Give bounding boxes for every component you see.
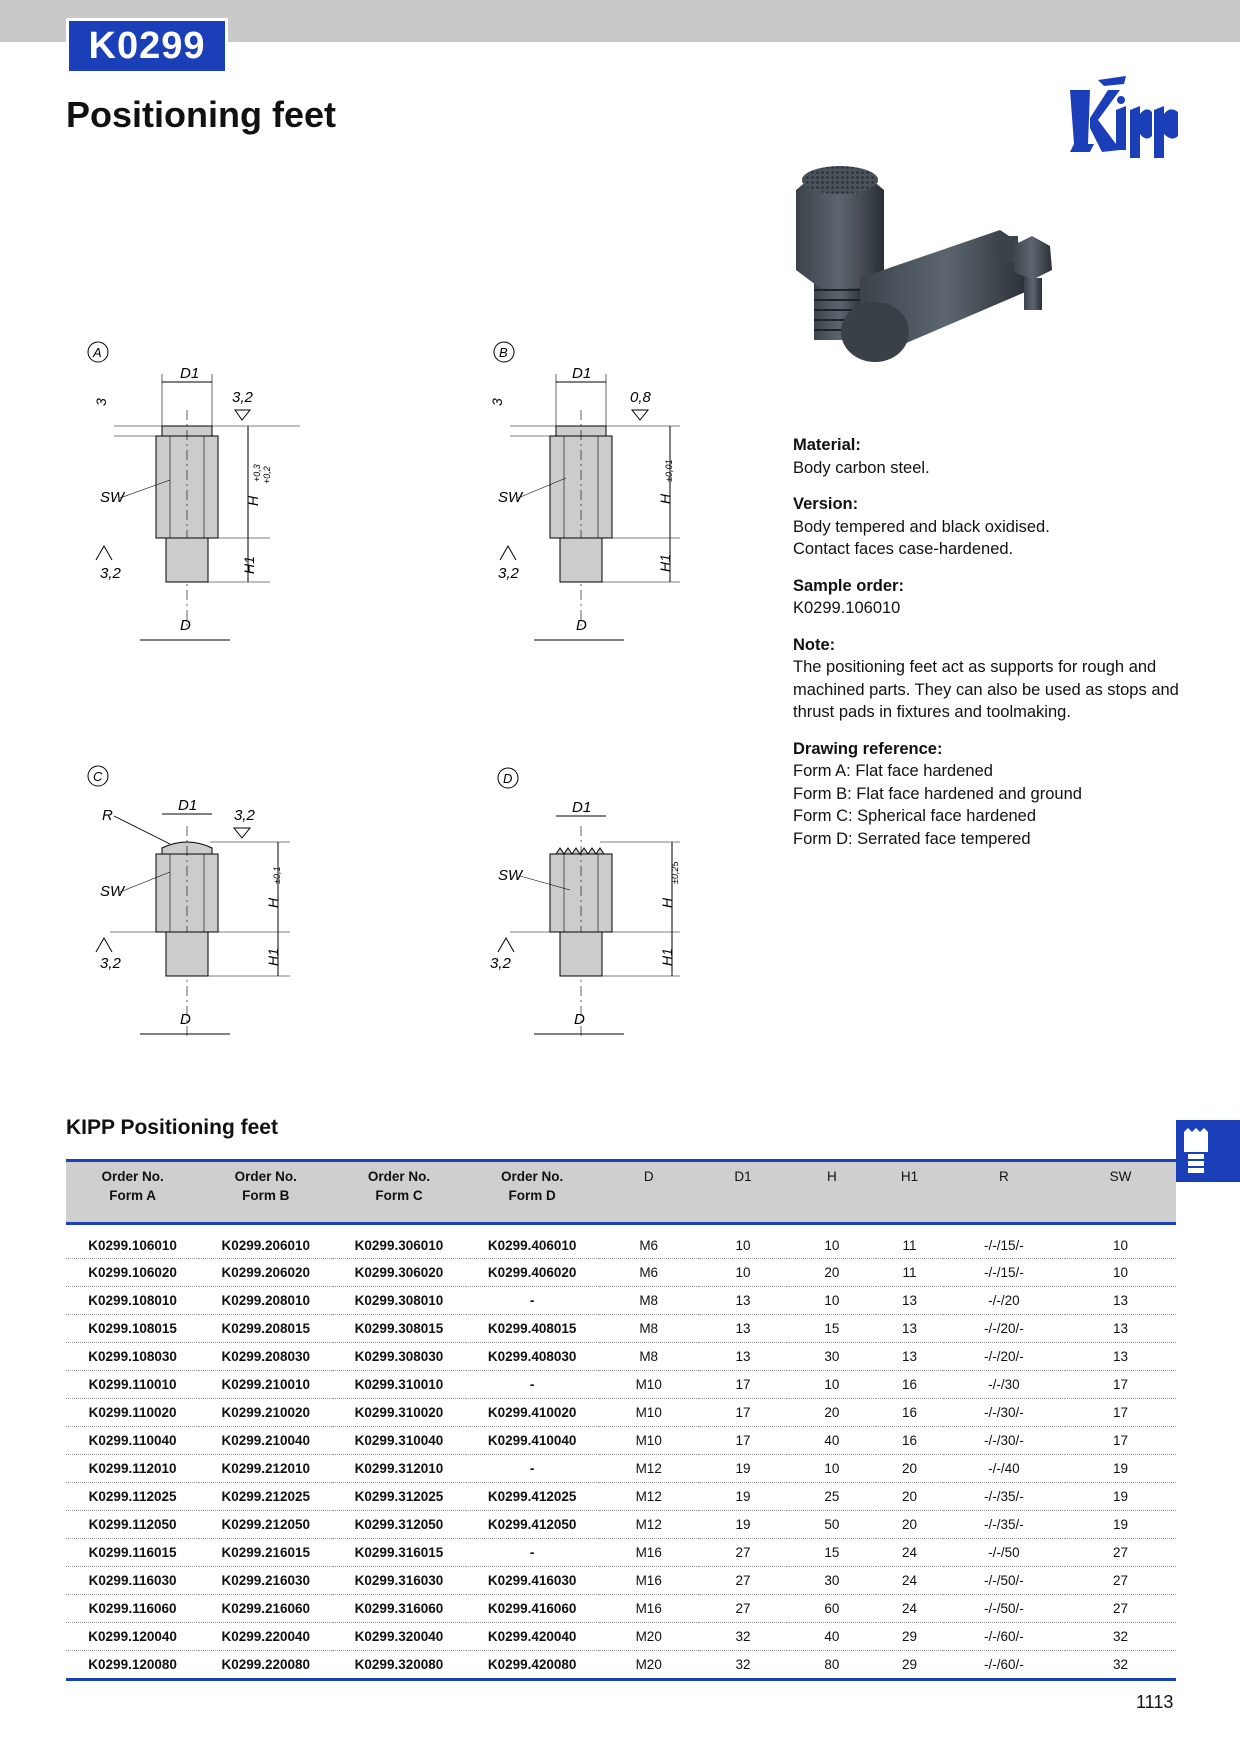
table-cell: K0299.210040: [199, 1427, 332, 1455]
sample-text: K0299.106010: [793, 599, 901, 617]
table-cell: 27: [1065, 1539, 1176, 1567]
table-cell: K0299.116015: [66, 1539, 199, 1567]
d-label: D: [180, 617, 191, 634]
height-label: H: [659, 897, 675, 908]
table-cell: 19: [1065, 1483, 1176, 1511]
table-title: KIPP Positioning feet: [66, 1116, 278, 1139]
table-row: [66, 1399, 1176, 1427]
table-cell: K0299.320080: [332, 1651, 465, 1680]
table-cell: M12: [599, 1511, 699, 1539]
table-cell: M12: [599, 1455, 699, 1483]
table-cell: 17: [699, 1371, 788, 1399]
table-cell: 13: [876, 1287, 943, 1315]
height-label: H: [657, 493, 673, 504]
table-cell: 27: [1065, 1595, 1176, 1623]
table-cell: M8: [599, 1343, 699, 1371]
column-header-line: Form D: [508, 1188, 556, 1203]
table-row: [66, 1343, 1176, 1371]
table-cell: 17: [1065, 1399, 1176, 1427]
table-cell: 80: [787, 1651, 876, 1680]
d1-label: D1: [572, 365, 592, 382]
table-cell: K0299.106020: [66, 1259, 199, 1287]
version-heading: Version:: [793, 495, 859, 513]
material-text: Body carbon steel.: [793, 458, 930, 477]
table-row: [66, 1539, 1176, 1567]
table-cell: 10: [787, 1371, 876, 1399]
table-cell: K0299.216060: [199, 1595, 332, 1623]
table-row: [66, 1567, 1176, 1595]
table-cell: M16: [599, 1539, 699, 1567]
column-header: [466, 1161, 599, 1224]
table-cell: K0299.208015: [199, 1315, 332, 1343]
h1-label: H1: [241, 556, 257, 574]
table-cell: 13: [699, 1315, 788, 1343]
page-number: 1113: [1136, 1692, 1174, 1712]
parts-table: [66, 1159, 1176, 1681]
top-dim: 3: [93, 398, 109, 406]
sw-label: SW: [100, 489, 125, 506]
table-cell: -/-/35/-: [943, 1483, 1065, 1511]
table-cell: 10: [787, 1224, 876, 1259]
table-cell: 27: [699, 1567, 788, 1595]
table-cell: 29: [876, 1651, 943, 1680]
table-cell: -: [466, 1539, 599, 1567]
table-row: [66, 1259, 1176, 1287]
drawing-ref-c: Form C: Spherical face hardened: [793, 807, 1037, 825]
table-cell: K0299.116030: [66, 1567, 199, 1595]
sw-label: SW: [498, 867, 523, 884]
table-cell: 10: [699, 1259, 788, 1287]
drawing-ref-b: Form B: Flat face hardened and ground: [793, 784, 1082, 803]
table-cell: M16: [599, 1595, 699, 1623]
table-row: [66, 1371, 1176, 1399]
note-heading: Note:: [793, 635, 836, 654]
table-cell: 30: [787, 1343, 876, 1371]
table-cell: 32: [699, 1651, 788, 1680]
table-cell: 17: [699, 1427, 788, 1455]
sw-label: SW: [498, 489, 523, 506]
column-header-line: H: [826, 1169, 837, 1184]
table-cell: K0299.316060: [332, 1595, 465, 1623]
table-cell: K0299.308010: [332, 1287, 465, 1315]
table-cell: K0299.110040: [66, 1427, 199, 1455]
table-cell: K0299.216030: [199, 1567, 332, 1595]
table-cell: -/-/50/-: [943, 1595, 1065, 1623]
note-text: The positioning feet act as supports for rough and machined parts. They can also be used as stops and thrust pads in fixtures and toolmaking.: [793, 658, 1179, 721]
table-cell: 13: [1065, 1315, 1176, 1343]
sample-heading: Sample order:: [793, 576, 904, 595]
column-header: [599, 1161, 699, 1224]
column-header-line: Order No.: [501, 1169, 564, 1184]
table-row: [66, 1651, 1176, 1680]
table-cell: K0299.416030: [466, 1567, 599, 1595]
column-header-line: D: [643, 1169, 654, 1184]
table-cell: -/-/30/-: [943, 1399, 1065, 1427]
table-cell: K0299.320040: [332, 1623, 465, 1651]
table-cell: 13: [699, 1287, 788, 1315]
table-cell: K0299.316030: [332, 1567, 465, 1595]
column-header-line: Order No.: [234, 1169, 297, 1184]
table-cell: K0299.108010: [66, 1287, 199, 1315]
table-cell: 10: [1065, 1259, 1176, 1287]
table-cell: 30: [787, 1567, 876, 1595]
table-cell: -/-/60/-: [943, 1651, 1065, 1680]
table-cell: M10: [599, 1427, 699, 1455]
table-cell: -/-/15/-: [943, 1224, 1065, 1259]
table-cell: K0299.120040: [66, 1623, 199, 1651]
product-photo: [780, 160, 1080, 410]
drawing-form-b: [470, 330, 700, 650]
surface-top: 0,8: [630, 389, 651, 406]
column-header-line: Form A: [109, 1188, 156, 1203]
height-label: H: [265, 897, 281, 908]
table-row: [66, 1287, 1176, 1315]
table-cell: K0299.306010: [332, 1224, 465, 1259]
table-cell: 16: [876, 1427, 943, 1455]
table-cell: 16: [876, 1371, 943, 1399]
table-cell: K0299.420080: [466, 1651, 599, 1680]
version-text-2: Contact faces case-hardened.: [793, 540, 1014, 558]
table-cell: -/-/30/-: [943, 1427, 1065, 1455]
table-cell: K0299.410020: [466, 1399, 599, 1427]
table-cell: 32: [699, 1623, 788, 1651]
table-cell: -: [466, 1455, 599, 1483]
table-cell: K0299.106010: [66, 1224, 199, 1259]
table-cell: 25: [787, 1483, 876, 1511]
table-cell: 15: [787, 1315, 876, 1343]
surface-side: 3,2: [100, 955, 121, 972]
table-cell: K0299.220080: [199, 1651, 332, 1680]
sw-label: SW: [100, 883, 125, 900]
column-header-line: D1: [734, 1169, 752, 1184]
table-row: [66, 1224, 1176, 1259]
table-cell: 20: [876, 1483, 943, 1511]
table-cell: K0299.206020: [199, 1259, 332, 1287]
column-header: [876, 1161, 943, 1224]
column-header-line: Form B: [242, 1188, 290, 1203]
table-cell: K0299.212050: [199, 1511, 332, 1539]
table-cell: K0299.310020: [332, 1399, 465, 1427]
table-row: [66, 1511, 1176, 1539]
table-cell: 11: [876, 1224, 943, 1259]
table-cell: -: [466, 1371, 599, 1399]
d-label: D: [576, 617, 587, 634]
table-cell: K0299.408030: [466, 1343, 599, 1371]
table-cell: K0299.316015: [332, 1539, 465, 1567]
table-cell: 13: [876, 1315, 943, 1343]
table-cell: -/-/20/-: [943, 1343, 1065, 1371]
table-row: [66, 1623, 1176, 1651]
product-info: [793, 434, 1183, 864]
table-cell: K0299.110020: [66, 1399, 199, 1427]
category-tab: [1176, 1120, 1240, 1182]
column-header-line: SW: [1109, 1169, 1132, 1184]
column-header: [1065, 1161, 1176, 1224]
column-header-line: Form C: [375, 1188, 423, 1203]
table-cell: 60: [787, 1595, 876, 1623]
surface-top: 3,2: [232, 389, 253, 406]
column-header-line: R: [999, 1169, 1009, 1184]
table-cell: K0299.308015: [332, 1315, 465, 1343]
table-cell: -/-/50: [943, 1539, 1065, 1567]
table-cell: 19: [699, 1455, 788, 1483]
table-cell: K0299.110010: [66, 1371, 199, 1399]
table-cell: K0299.312025: [332, 1483, 465, 1511]
table-cell: -/-/50/-: [943, 1567, 1065, 1595]
table-cell: K0299.112050: [66, 1511, 199, 1539]
table-cell: M10: [599, 1399, 699, 1427]
table-cell: K0299.208010: [199, 1287, 332, 1315]
table-cell: K0299.108030: [66, 1343, 199, 1371]
tol-label: ±0,1: [272, 866, 282, 884]
column-header-line: H1: [900, 1169, 919, 1184]
table-cell: 16: [876, 1399, 943, 1427]
table-row: [66, 1595, 1176, 1623]
table-cell: 27: [699, 1539, 788, 1567]
table-cell: M10: [599, 1371, 699, 1399]
column-header: [66, 1161, 199, 1224]
form-label: D: [503, 771, 513, 786]
tol-label: ±0,01: [664, 459, 674, 482]
table-cell: K0299.116060: [66, 1595, 199, 1623]
table-cell: -/-/30: [943, 1371, 1065, 1399]
column-header: [943, 1161, 1065, 1224]
table-cell: K0299.212010: [199, 1455, 332, 1483]
table-cell: K0299.310040: [332, 1427, 465, 1455]
drawing-form-d: [470, 756, 700, 1076]
table-cell: K0299.112010: [66, 1455, 199, 1483]
d1-label: D1: [178, 797, 198, 814]
top-dim: 3: [489, 398, 505, 406]
table-cell: M6: [599, 1224, 699, 1259]
table-body: [66, 1224, 1176, 1680]
table-cell: K0299.420040: [466, 1623, 599, 1651]
table-cell: 15: [787, 1539, 876, 1567]
surface-side: 3,2: [498, 565, 519, 582]
table-cell: K0299.412050: [466, 1511, 599, 1539]
h1-label: H1: [265, 948, 281, 966]
table-header-row: [66, 1161, 1176, 1224]
table-cell: K0299.108015: [66, 1315, 199, 1343]
table-cell: 19: [699, 1511, 788, 1539]
d-label: D: [180, 1011, 191, 1028]
table-cell: 32: [1065, 1651, 1176, 1680]
surface-side: 3,2: [100, 565, 121, 582]
table-cell: M8: [599, 1315, 699, 1343]
table-cell: 27: [1065, 1567, 1176, 1595]
table-cell: K0299.306020: [332, 1259, 465, 1287]
table-cell: M16: [599, 1567, 699, 1595]
table-cell: 20: [787, 1399, 876, 1427]
table-cell: 20: [876, 1511, 943, 1539]
tol-label: ±0,25: [670, 861, 680, 884]
table-cell: 40: [787, 1427, 876, 1455]
table-cell: -: [466, 1287, 599, 1315]
drawing-ref-heading: Drawing reference:: [793, 739, 943, 758]
tol-up: +0,3: [252, 464, 262, 482]
table-cell: K0299.410040: [466, 1427, 599, 1455]
table-cell: -/-/20: [943, 1287, 1065, 1315]
table-cell: K0299.406010: [466, 1224, 599, 1259]
table-cell: K0299.112025: [66, 1483, 199, 1511]
table-cell: M6: [599, 1259, 699, 1287]
table-cell: K0299.210020: [199, 1399, 332, 1427]
table-cell: 32: [1065, 1623, 1176, 1651]
table-cell: K0299.308030: [332, 1343, 465, 1371]
column-header: [787, 1161, 876, 1224]
table-cell: 50: [787, 1511, 876, 1539]
table-cell: K0299.212025: [199, 1483, 332, 1511]
table-cell: M8: [599, 1287, 699, 1315]
table-cell: K0299.210010: [199, 1371, 332, 1399]
table-cell: 13: [876, 1343, 943, 1371]
table-cell: K0299.120080: [66, 1651, 199, 1680]
material-heading: Material:: [793, 436, 861, 454]
h1-label: H1: [657, 554, 673, 572]
table-cell: 17: [1065, 1427, 1176, 1455]
table-row: [66, 1455, 1176, 1483]
table-cell: 24: [876, 1567, 943, 1595]
table-cell: K0299.406020: [466, 1259, 599, 1287]
form-label: B: [499, 345, 508, 360]
page-title: Positioning feet: [66, 94, 336, 135]
table-cell: K0299.408015: [466, 1315, 599, 1343]
table-cell: 27: [699, 1595, 788, 1623]
table-cell: -/-/15/-: [943, 1259, 1065, 1287]
height-label: H: [245, 495, 261, 506]
table-row: [66, 1315, 1176, 1343]
table-cell: M12: [599, 1483, 699, 1511]
kipp-logo: [1068, 74, 1180, 158]
form-label: C: [93, 769, 103, 784]
column-header: [332, 1161, 465, 1224]
table-cell: K0299.208030: [199, 1343, 332, 1371]
surface-top: 3,2: [234, 807, 255, 824]
table-cell: 17: [699, 1399, 788, 1427]
version-text-1: Body tempered and black oxidised.: [793, 517, 1050, 536]
table-cell: M20: [599, 1651, 699, 1680]
table-cell: 10: [787, 1287, 876, 1315]
form-label: A: [93, 345, 102, 360]
positioning-foot-icon: [1176, 1120, 1240, 1182]
table-cell: K0299.416060: [466, 1595, 599, 1623]
d1-label: D1: [572, 799, 592, 816]
table-cell: -/-/35/-: [943, 1511, 1065, 1539]
column-header: [199, 1161, 332, 1224]
table-cell: 40: [787, 1623, 876, 1651]
table-cell: 10: [1065, 1224, 1176, 1259]
drawing-ref-d: Form D: Serrated face tempered: [793, 829, 1031, 848]
tol-low: +0,2: [262, 466, 272, 484]
table-cell: 13: [1065, 1287, 1176, 1315]
table-cell: 20: [787, 1259, 876, 1287]
drawing-form-c: [70, 756, 300, 1076]
table-cell: 24: [876, 1595, 943, 1623]
table-cell: -/-/60/-: [943, 1623, 1065, 1651]
table-cell: 11: [876, 1259, 943, 1287]
drawing-ref-a: Form A: Flat face hardened: [793, 762, 993, 780]
table-cell: K0299.412025: [466, 1483, 599, 1511]
column-header-line: Order No.: [101, 1169, 164, 1184]
table-cell: K0299.206010: [199, 1224, 332, 1259]
table-cell: K0299.312010: [332, 1455, 465, 1483]
surface-side: 3,2: [490, 955, 511, 972]
table-cell: K0299.310010: [332, 1371, 465, 1399]
column-header: [699, 1161, 788, 1224]
r-label: R: [102, 807, 113, 824]
d-label: D: [574, 1011, 585, 1028]
h1-label: H1: [659, 948, 675, 966]
table-cell: M20: [599, 1623, 699, 1651]
table-cell: 19: [1065, 1511, 1176, 1539]
table-cell: 13: [699, 1343, 788, 1371]
table-cell: 10: [699, 1224, 788, 1259]
table-cell: 24: [876, 1539, 943, 1567]
product-code-badge: K0299: [66, 18, 228, 74]
d1-label: D1: [180, 365, 200, 382]
table-cell: -/-/40: [943, 1455, 1065, 1483]
table-row: [66, 1427, 1176, 1455]
table-cell: -/-/20/-: [943, 1315, 1065, 1343]
table-cell: 19: [699, 1483, 788, 1511]
table-cell: 17: [1065, 1371, 1176, 1399]
column-header-line: Order No.: [367, 1169, 431, 1184]
table-cell: K0299.216015: [199, 1539, 332, 1567]
table-cell: 20: [876, 1455, 943, 1483]
table-row: [66, 1483, 1176, 1511]
table-cell: 29: [876, 1623, 943, 1651]
table-cell: K0299.220040: [199, 1623, 332, 1651]
drawing-form-a: [70, 330, 300, 650]
table-cell: 10: [787, 1455, 876, 1483]
table-cell: 13: [1065, 1343, 1176, 1371]
table-cell: 19: [1065, 1455, 1176, 1483]
table-cell: K0299.312050: [332, 1511, 465, 1539]
